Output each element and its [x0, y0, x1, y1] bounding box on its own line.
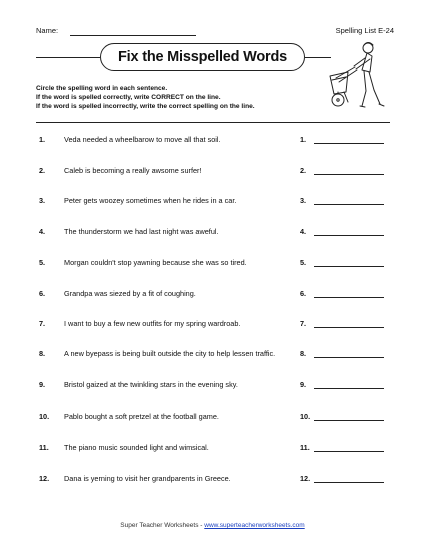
item-number: 10. — [39, 412, 50, 421]
title-rule-left — [36, 57, 100, 58]
spelling-list-label: Spelling List E-24 — [335, 26, 394, 35]
item-sentence[interactable]: The piano music sounded light and wimsical. — [64, 443, 209, 452]
item-sentence[interactable]: Pablo bought a soft pretzel at the football game. — [64, 412, 219, 421]
answer-number: 9. — [300, 380, 307, 389]
answer-line[interactable] — [314, 235, 384, 236]
answer-number: 2. — [300, 166, 307, 175]
item-sentence[interactable]: The thunderstorm we had last night was aweful. — [64, 227, 219, 236]
item-sentence[interactable]: A new byepass is being built outside the city to help lessen traffic. — [64, 349, 276, 358]
instructions-divider — [36, 122, 390, 123]
footer-separator: - — [200, 522, 203, 529]
item-sentence[interactable]: Grandpa was siezed by a fit of coughing. — [64, 289, 196, 298]
answer-line[interactable] — [314, 451, 384, 452]
answer-number: 4. — [300, 227, 307, 236]
item-number: 6. — [39, 289, 46, 298]
instructions — [36, 85, 336, 111]
title-banner — [100, 43, 305, 71]
item-number: 7. — [39, 319, 46, 328]
footer — [0, 522, 425, 529]
item-sentence[interactable]: Bristol gaized at the twinkling stars in the evening sky. — [64, 380, 238, 389]
instruction-line: Circle the spelling word in each sentence. — [36, 85, 168, 92]
answer-line[interactable] — [314, 388, 384, 389]
answer-line[interactable] — [314, 174, 384, 175]
instruction-line: If the word is spelled correctly, write CORRECT on the line. — [36, 93, 221, 101]
item-sentence[interactable]: Morgan couldn't stop yawning because she was so tired. — [64, 258, 247, 267]
answer-number: 12. — [300, 474, 311, 483]
answer-line[interactable] — [314, 482, 384, 483]
item-number: 5. — [39, 258, 46, 267]
answer-line[interactable] — [314, 420, 384, 421]
answer-line[interactable] — [314, 266, 384, 267]
item-number: 1. — [39, 135, 46, 144]
item-number: 2. — [39, 166, 46, 175]
page-title: Fix the Misspelled Words — [118, 49, 287, 65]
answer-number: 11. — [300, 443, 310, 452]
item-number: 11. — [39, 443, 49, 452]
instruction-line: If the word is spelled incorrectly, write the correct spelling on the line. — [36, 102, 255, 110]
item-sentence[interactable]: Dana is yerning to visit her grandparents in Greece. — [64, 474, 231, 483]
answer-line[interactable] — [314, 327, 384, 328]
answer-number: 8. — [300, 349, 307, 358]
answer-line[interactable] — [314, 143, 384, 144]
item-number: 9. — [39, 380, 46, 389]
answer-number: 7. — [300, 319, 307, 328]
item-number: 4. — [39, 227, 46, 236]
answer-number: 10. — [300, 412, 311, 421]
item-sentence[interactable]: Peter gets woozey sometimes when he rides in a car. — [64, 196, 237, 205]
item-number: 3. — [39, 196, 46, 205]
item-number: 12. — [39, 474, 50, 483]
name-label: Name: — [36, 26, 59, 35]
answer-line[interactable] — [314, 297, 384, 298]
answer-line[interactable] — [314, 357, 384, 358]
answer-number: 6. — [300, 289, 307, 298]
answer-number: 5. — [300, 258, 307, 267]
answer-number: 3. — [300, 196, 307, 205]
answer-number: 1. — [300, 135, 307, 144]
item-number: 8. — [39, 349, 46, 358]
answer-line[interactable] — [314, 204, 384, 205]
item-sentence[interactable]: Veda needed a wheelbarow to move all that soil. — [64, 135, 221, 144]
item-sentence[interactable]: I want to buy a few new outfits for my spring wardroab. — [64, 319, 241, 328]
name-write-line[interactable] — [70, 35, 196, 36]
footer-brand: Super Teacher Worksheets — [120, 522, 199, 529]
item-sentence[interactable]: Caleb is becoming a really awsome surfer! — [64, 166, 202, 175]
footer-link[interactable]: www.superteacherworksheets.com — [204, 522, 305, 529]
